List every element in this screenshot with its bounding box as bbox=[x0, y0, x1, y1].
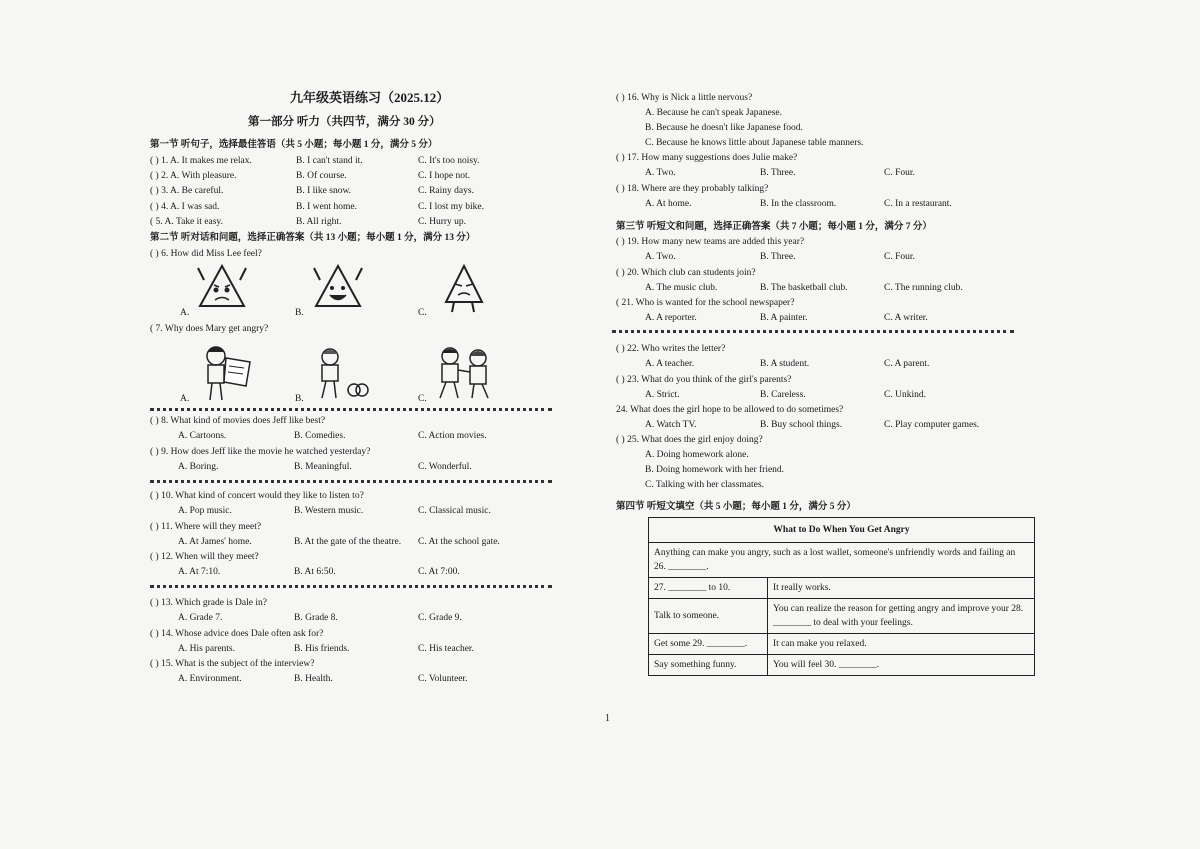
question-5: ( 5. A. Take it easy. bbox=[150, 216, 223, 227]
option-a: A. Boring. bbox=[178, 461, 219, 472]
option-a: A. His parents. bbox=[178, 643, 235, 654]
option-b: B. I went home. bbox=[296, 201, 357, 212]
question-2: ( ) 2. A. With pleasure. bbox=[150, 171, 237, 182]
option-b: B. His friends. bbox=[294, 643, 350, 654]
option-c: C. The running club. bbox=[884, 282, 963, 293]
table-row bbox=[649, 578, 1035, 599]
option-a: A. At James' home. bbox=[178, 536, 252, 547]
section-2-heading: 第二节 听对话和问题，选择正确答案（共 13 小题；每小题 1 分，满分 13 分） bbox=[150, 233, 476, 243]
table-title: What to Do When You Get Angry bbox=[649, 518, 1035, 543]
angry-triangle-figure-icon bbox=[196, 262, 248, 312]
option-b: B. Of course. bbox=[296, 171, 347, 182]
option-b: B. A student. bbox=[760, 359, 810, 369]
option-c: C. I hope not. bbox=[418, 171, 470, 182]
option-c: C. At the school gate. bbox=[418, 536, 500, 547]
question-line: ( ) 10. What kind of concert would they like to listen to? bbox=[150, 491, 364, 501]
divider bbox=[150, 408, 552, 411]
option-c: C. Rainy days. bbox=[418, 186, 474, 197]
table-cell-left: Get some 29. ________. bbox=[649, 634, 768, 655]
option-b: B. Health. bbox=[294, 674, 333, 684]
option-c: C. His teacher. bbox=[418, 643, 474, 654]
option-a: A. Strict. bbox=[645, 389, 680, 400]
option-b: B. Western music. bbox=[294, 506, 364, 516]
divider bbox=[150, 480, 552, 483]
q6-option-c: C. bbox=[418, 308, 427, 318]
option-b: B. I like snow. bbox=[296, 186, 352, 197]
option-a: A. Watch TV. bbox=[645, 420, 697, 430]
option-a: A. Environment. bbox=[178, 674, 242, 684]
option-c: C. Volunteer. bbox=[418, 674, 468, 684]
option-b: B. Meaningful. bbox=[294, 461, 352, 472]
option-c: C. Unkind. bbox=[884, 389, 926, 400]
option-b: B. I can't stand it. bbox=[296, 156, 363, 166]
question-line: 24. What does the girl hope to be allowed to do sometimes? bbox=[616, 405, 844, 415]
q16-option-c: C. Because he knows little about Japanese table manners. bbox=[645, 138, 864, 148]
option-b: B. At the gate of the theatre. bbox=[294, 536, 402, 547]
question-4: ( ) 4. A. I was sad. bbox=[150, 201, 220, 212]
question-7: ( 7. Why does Mary get angry? bbox=[150, 324, 269, 334]
table-row bbox=[649, 655, 1035, 676]
q25-option-b: B. Doing homework with her friend. bbox=[645, 465, 785, 475]
fill-in-table bbox=[648, 517, 1035, 676]
q16-option-a: A. Because he can't speak Japanese. bbox=[645, 108, 783, 118]
question-line: ( 21. Who is wanted for the school newspaper? bbox=[616, 298, 795, 308]
option-a: A. At 7:10. bbox=[178, 567, 221, 577]
q7-option-c: C. bbox=[418, 394, 427, 404]
option-a: A. A reporter. bbox=[645, 313, 697, 323]
option-c: C. In a restaurant. bbox=[884, 199, 952, 209]
option-b: B. At 6:50. bbox=[294, 567, 336, 577]
option-a: A. The music club. bbox=[645, 282, 718, 293]
question-25: ( ) 25. What does the girl enjoy doing? bbox=[616, 435, 763, 445]
sad-triangle-figure-icon bbox=[440, 262, 486, 314]
option-b: B. The basketball club. bbox=[760, 282, 848, 293]
question-line: ( ) 22. Who writes the letter? bbox=[616, 344, 726, 354]
question-3: ( ) 3. A. Be careful. bbox=[150, 186, 224, 197]
option-c: C. Grade 9. bbox=[418, 613, 462, 623]
section-3-heading: 第三节 听短文和问题，选择正确答案（共 7 小题；每小题 1 分，满分 7 分） bbox=[616, 222, 932, 232]
option-b: B. Careless. bbox=[760, 389, 806, 400]
option-c: C. Four. bbox=[884, 168, 915, 178]
question-line: ( ) 12. When will they meet? bbox=[150, 552, 259, 562]
q6-option-b: B. bbox=[295, 308, 304, 318]
option-a: A. Two. bbox=[645, 168, 676, 178]
option-c: C. At 7:00. bbox=[418, 567, 460, 577]
section-1-heading: 第一节 听句子，选择最佳答语（共 5 小题；每小题 1 分，满分 5 分） bbox=[150, 140, 438, 150]
question-1: ( ) 1. A. It makes me relax. bbox=[150, 156, 252, 166]
question-line: ( ) 13. Which grade is Dale in? bbox=[150, 598, 267, 608]
option-c: C. Action movies. bbox=[418, 431, 487, 441]
option-b: B. Three. bbox=[760, 252, 796, 262]
question-line: ( ) 19. How many new teams are added this year? bbox=[616, 237, 805, 247]
option-c: C. A parent. bbox=[884, 359, 930, 369]
question-line: ( ) 23. What do you think of the girl's parents? bbox=[616, 374, 792, 385]
option-c: C. Four. bbox=[884, 252, 915, 262]
option-a: A. Pop music. bbox=[178, 506, 232, 516]
table-cell-right: You will feel 30. ________. bbox=[768, 655, 1035, 676]
q25-option-a: A. Doing homework alone. bbox=[645, 450, 749, 460]
boy-broken-toy-icon bbox=[312, 344, 372, 402]
question-line: ( ) 15. What is the subject of the interview? bbox=[150, 659, 315, 669]
option-c: C. It's too noisy. bbox=[418, 156, 480, 166]
question-line: ( ) 8. What kind of movies does Jeff like best? bbox=[150, 416, 326, 426]
option-a: A. Cartoons. bbox=[178, 431, 227, 441]
option-b: B. A painter. bbox=[760, 313, 808, 323]
happy-triangle-figure-icon bbox=[312, 262, 364, 312]
question-line: ( ) 14. Whose advice does Dale often ask for? bbox=[150, 628, 324, 639]
q7-option-a: A. bbox=[180, 394, 190, 404]
q25-option-c: C. Talking with her classmates. bbox=[645, 480, 764, 490]
question-line: ( ) 11. Where will they meet? bbox=[150, 521, 262, 532]
option-b: B. In the classroom. bbox=[760, 199, 837, 209]
q16-option-b: B. Because he doesn't like Japanese food. bbox=[645, 123, 803, 133]
option-b: B. Grade 8. bbox=[294, 613, 338, 623]
table-cell-left: Say something funny. bbox=[649, 655, 768, 676]
table-cell-right: You can realize the reason for getting angry and improve your 28. ________ to deal with your feelings. bbox=[768, 599, 1035, 634]
option-c: C. Hurry up. bbox=[418, 216, 467, 227]
option-b: B. Three. bbox=[760, 168, 796, 178]
option-b: B. Buy school things. bbox=[760, 420, 843, 430]
option-c: C. Classical music. bbox=[418, 506, 491, 516]
option-b: B. All right. bbox=[296, 216, 342, 227]
table-cell-right: It can make you relaxed. bbox=[768, 634, 1035, 655]
page-title: 九年级英语练习（2025.12） bbox=[290, 90, 450, 105]
section-4-heading: 第四节 听短文填空（共 5 小题；每小题 1 分，满分 5 分） bbox=[616, 502, 856, 512]
table-row bbox=[649, 599, 1035, 634]
question-6: ( ) 6. How did Miss Lee feel? bbox=[150, 249, 262, 259]
q6-option-a: A. bbox=[180, 308, 190, 318]
option-c: C. A writer. bbox=[884, 313, 928, 323]
part-title: 第一部分 听力（共四节，满分 30 分） bbox=[248, 116, 441, 128]
table-cell-right: It really works. bbox=[768, 578, 1035, 599]
option-c: C. Play computer games. bbox=[884, 420, 980, 430]
question-line: ( ) 17. How many suggestions does Julie make? bbox=[616, 153, 798, 163]
table-cell-left: Talk to someone. bbox=[649, 599, 768, 634]
table-cell-left: 27. ________ to 10. bbox=[649, 578, 768, 599]
option-a: A. At home. bbox=[645, 199, 692, 209]
divider bbox=[612, 330, 1014, 333]
option-a: A. Two. bbox=[645, 252, 676, 262]
option-a: A. A teacher. bbox=[645, 359, 695, 369]
question-line: ( ) 20. Which club can students join? bbox=[616, 267, 756, 278]
question-16: ( ) 16. Why is Nick a little nervous? bbox=[616, 93, 753, 103]
option-c: C. Wonderful. bbox=[418, 461, 472, 472]
option-b: B. Comedies. bbox=[294, 431, 346, 441]
option-c: C. I lost my bike. bbox=[418, 201, 484, 212]
divider bbox=[150, 585, 552, 588]
children-fighting-icon bbox=[432, 344, 498, 402]
question-line: ( ) 9. How does Jeff like the movie he watched yesterday? bbox=[150, 446, 371, 457]
table-row bbox=[649, 634, 1035, 655]
option-a: A. Grade 7. bbox=[178, 613, 223, 623]
boy-reading-paper-icon bbox=[196, 342, 256, 402]
question-line: ( ) 18. Where are they probably talking? bbox=[616, 184, 769, 194]
q7-option-b: B. bbox=[295, 394, 304, 404]
table-intro: Anything can make you angry, such as a lost wallet, someone's unfriendly words and failing an 26. ________. bbox=[649, 543, 1035, 578]
page-number: 1 bbox=[605, 713, 610, 724]
